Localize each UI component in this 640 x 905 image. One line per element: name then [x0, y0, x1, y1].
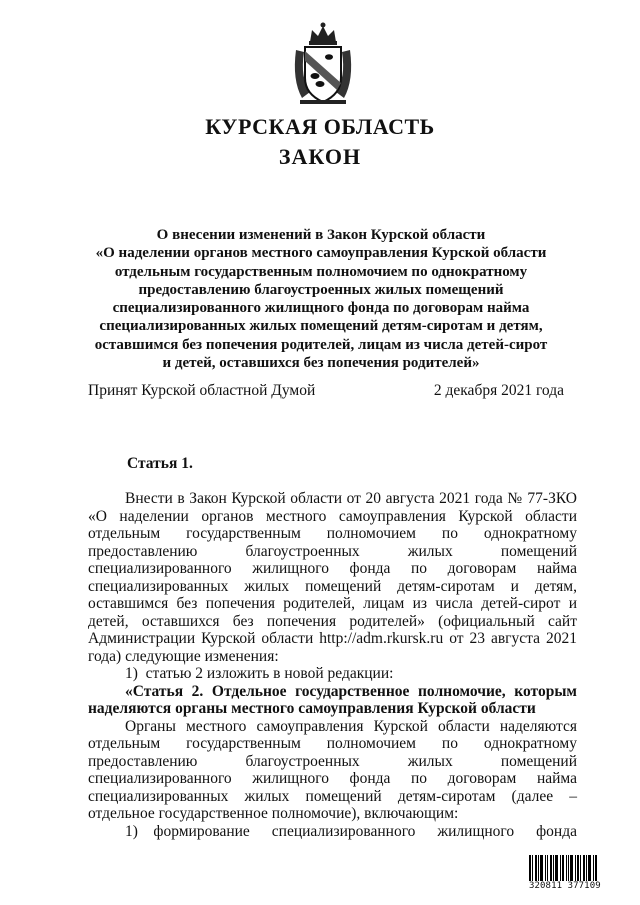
law-title-line: «О наделении органов местного самоуправления Курской области [95, 245, 547, 262]
law-title-line: предоставлению благоустроенных жилых помещений [138, 281, 504, 298]
law-title-line: специализированного жилищного фонда по договорам найма [112, 300, 530, 317]
barcode-number: 320811 377109 [529, 881, 601, 891]
document-type-heading: ЗАКОН [278, 144, 362, 169]
amendment-item: 1) статью 2 изложить в новой редакции: [125, 665, 394, 682]
law-title-line: и детей, оставшихся без попечения родителей» [162, 355, 480, 372]
adoption-date: 2 декабря 2021 года [433, 382, 564, 399]
adoption-line [88, 382, 564, 400]
law-title [86, 226, 556, 372]
article-heading: Статья 1. [127, 455, 193, 472]
law-title-line: О внесении изменений в Закон Курской области [156, 227, 486, 243]
new-article-paragraph: Органы местного самоуправления Курской области наделяются отдельным государственным полномочием по однократному предоставлению благоустроенных жилых помещений специализированного жилищного фонда по договорам найма специализированных жилых помещений детям-сиротам (далее – отдельное государственное полномочие), включающим: [88, 717, 577, 822]
region-heading: КУРСКАЯ ОБЛАСТЬ [205, 114, 435, 139]
law-title-line: специализированных жилых помещений детям-сиротам и детям, [99, 318, 543, 335]
article-intro-paragraph: Внести в Закон Курской области от 20 августа 2021 года № 77-ЗКО «О наделении органов местного самоуправления Курской области отдельным государственным полномочием по однократному предоставлению благоустроенных жилых помещений специализированного жилищного фонда по договорам найма специализированных жилых помещений детям-сиротам и детям, оставшимся без попечения родителей, лицам из числа детей-сирот и детей, оставшихся без попечения родителей» (официальный сайт Администрации Курской области http://adm.rkursk.ru от 23 августа 2021 года) следующие изменения: [88, 490, 577, 665]
new-article-subitem: 1) формирование специализированного жилищного фонда [125, 822, 577, 840]
new-article-heading: «Статья 2. Отдельное государственное полномочие, которым наделяются органы местного самоуправления Курской области [88, 682, 577, 717]
article-body [88, 490, 577, 840]
barcode-graphic [529, 855, 621, 881]
law-title-line: оставшимся без попечения родителей, лицам из числа детей-сирот [94, 336, 548, 353]
adopted-by: Принят Курской областной Думой [88, 382, 316, 399]
coat-of-arms-emblem [290, 20, 356, 106]
law-title-line: отдельным государственным полномочием по однократному [114, 263, 528, 280]
